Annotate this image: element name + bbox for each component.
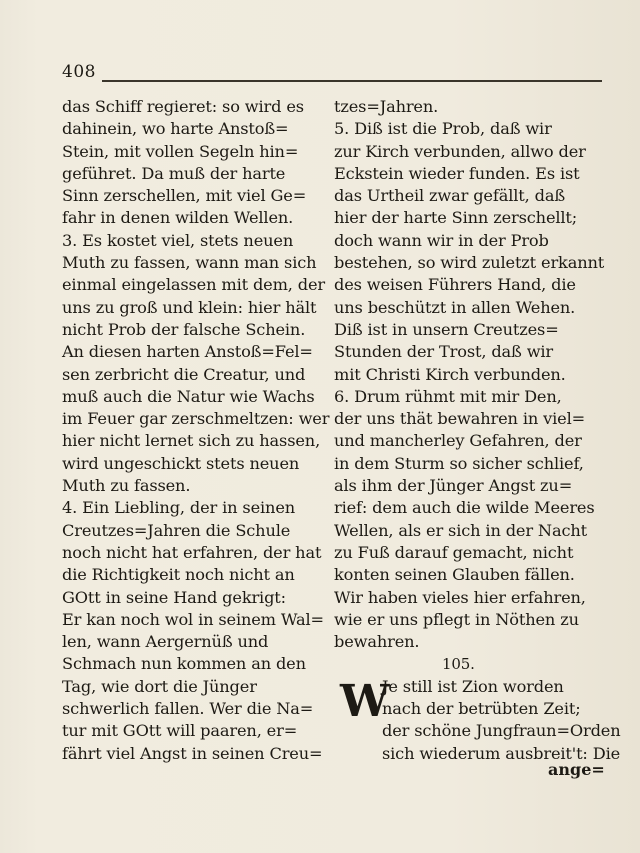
text-line: zur Kirch verbunden, allwo der (334, 141, 586, 161)
text-line: das Urtheil zwar gefällt, daß (334, 186, 565, 206)
hymn-line: nach der betrübten Zeit; (382, 699, 581, 719)
text-line: muß auch die Natur wie Wachs (62, 386, 315, 406)
left-column (62, 96, 328, 765)
text-line: An diesen harten Anstoß=Fel= (62, 342, 313, 362)
text-line: 6. Drum rühmt mit mir Den, (334, 386, 562, 406)
text-line: 4. Ein Liebling, der in seinen (62, 498, 296, 518)
hymn-line: sich wiederum ausbreit't: Die (382, 743, 621, 763)
text-line: schwerlich fallen. Wer die Na= (62, 699, 314, 719)
text-line: mit Christi Kirch verbunden. (334, 364, 566, 384)
text-line: fährt viel Angst in seinen Creu= (62, 743, 323, 763)
text-line: Wellen, als er sich in der Nacht (334, 520, 587, 540)
text-line: uns zu groß und klein: hier hält (62, 297, 317, 317)
text-line: nicht Prob der falsche Schein. (62, 319, 306, 339)
text-line: Muth zu fassen. (62, 476, 191, 496)
text-line: das Schiff regieret: so wird es (62, 97, 304, 116)
text-line: hier der harte Sinn zerschellt; (334, 208, 578, 228)
text-line: uns beschützt in allen Wehen. (334, 297, 576, 317)
text-line: doch wann wir in der Prob (334, 230, 549, 250)
text-line: len, wann Aergernüß und (62, 632, 269, 652)
text-line: tur mit GOtt will paaren, er= (62, 721, 298, 741)
text-line: 5. Diß ist die Prob, daß wir (334, 119, 552, 139)
text-line: sen zerbricht die Creatur, und (62, 364, 306, 384)
text-line: dahinein, wo harte Anstoß= (62, 119, 289, 139)
text-line: einmal eingelassen mit dem, der (62, 275, 326, 295)
text-line: wie er uns pflegt in Nöthen zu (334, 609, 579, 629)
text-line: Muth zu fassen, wann man sich (62, 253, 317, 273)
text-line: im Feuer gar zerschmeltzen: wer (62, 409, 330, 429)
text-line: Wir haben vieles hier erfahren, (334, 587, 586, 607)
text-line: Stein, mit vollen Segeln hin= (62, 141, 299, 161)
text-line: Creutzes=Jahren die Schule (62, 520, 291, 540)
hymn-line: der schöne Jungfraun=Orden (382, 721, 621, 741)
text-line: Sinn zerschellen, mit viel Ge= (62, 186, 307, 206)
text-line: hier nicht lernet sich zu hassen, (62, 431, 321, 451)
text-line: GOtt in seine Hand gekrigt: (62, 587, 286, 607)
catchword: ange= (548, 760, 605, 779)
drop-cap: W (340, 675, 390, 727)
text-line: wird ungeschickt stets neuen (62, 453, 300, 473)
text-line: rief: dem auch die wilde Meeres (334, 498, 595, 518)
text-line: fahr in denen wilden Wellen. (62, 208, 294, 228)
text-line: Tag, wie dort die Jünger (62, 676, 257, 696)
text-line: geführet. Da muß der harte (62, 163, 286, 183)
text-line: bewahren. (334, 632, 420, 652)
text-line: die Richtigkeit noch nicht an (62, 565, 295, 585)
text-line: Er kan noch wol in seinem Wal= (62, 609, 324, 629)
text-line: Schmach nun kommen an den (62, 654, 306, 674)
hymn-first-line-text: Je still ist Zion worden (382, 676, 564, 696)
text-line: 3. Es kostet viel, stets neuen (62, 230, 294, 250)
hymn-number: 105. (442, 655, 475, 674)
text-line: des weisen Führers Hand, die (334, 275, 576, 295)
text-line: konten seinen Glauben fällen. (334, 565, 575, 585)
text-line: Stunden der Trost, daß wir (334, 342, 554, 362)
text-line: bestehen, so wird zuletzt erkannt (334, 253, 605, 273)
right-column (334, 96, 621, 765)
text-line: und mancherley Gefahren, der (334, 431, 582, 451)
text-line: Eckstein wieder funden. Es ist (334, 163, 580, 183)
page-header (62, 62, 602, 86)
text-line: tzes=Jahren. (334, 97, 439, 116)
text-line: zu Fuß darauf gemacht, nicht (334, 542, 574, 562)
text-line: Diß ist in unsern Creutzes= (334, 319, 559, 339)
page-number: 408 (62, 62, 96, 82)
text-line: in dem Sturm so sicher schlief, (334, 453, 584, 473)
text-line: als ihm der Jünger Angst zu= (334, 476, 573, 496)
text-line: der uns thät bewahren in viel= (334, 409, 586, 429)
header-rule (102, 80, 602, 82)
text-line: noch nicht hat erfahren, der hat (62, 542, 322, 562)
